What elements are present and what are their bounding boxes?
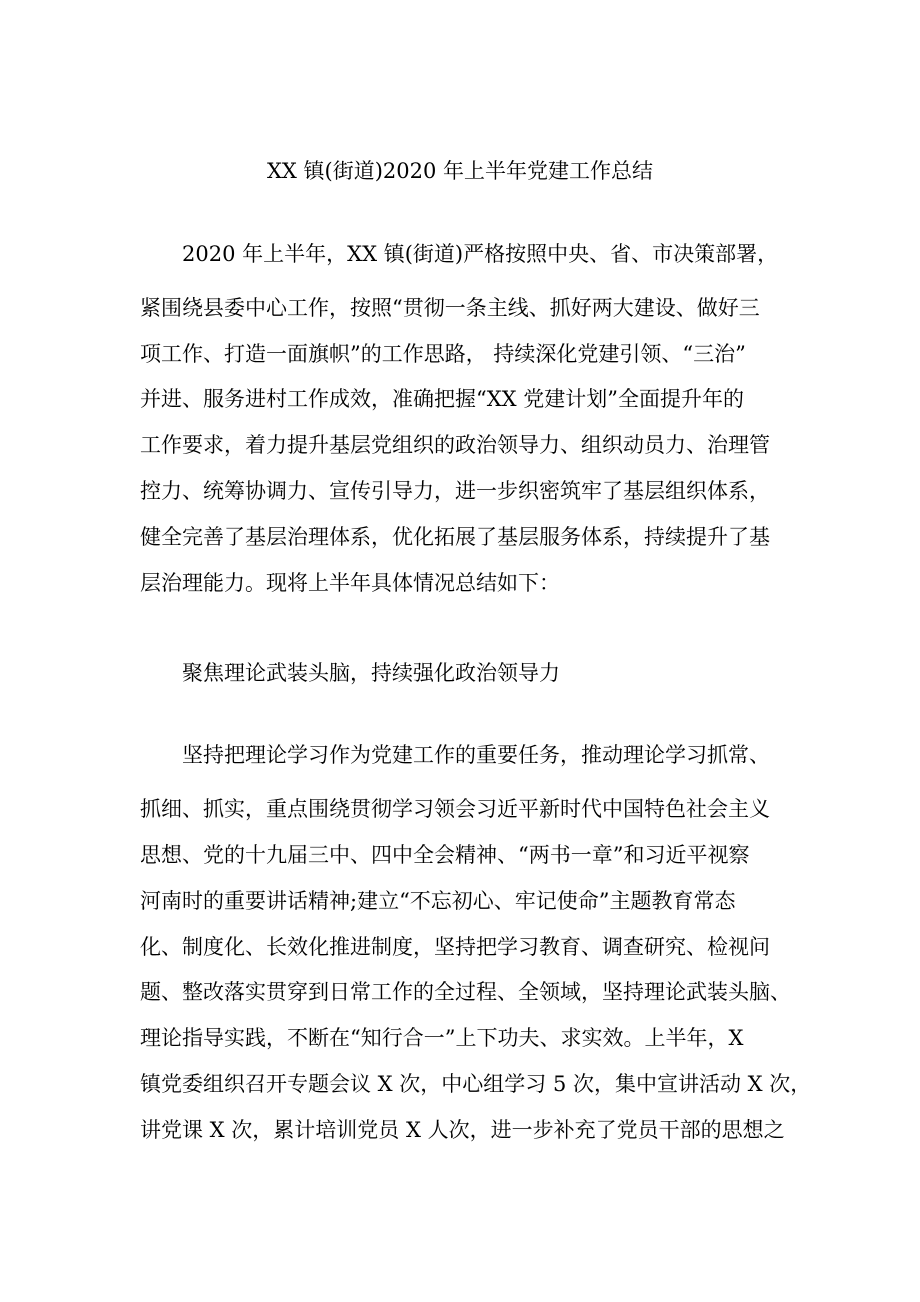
paragraph2-line: 理论指导实践，不断在“知行合一”上下功夫、求实效。上半年，X	[140, 1026, 744, 1050]
paragraph2-line: 河南时的重要讲话精神;建立“不忘初心、牢记使命”主题教育常态	[140, 889, 736, 913]
paragraph1-line: 并进、服务进村工作成效，准确把握“XX 党建计划”全面提升年的	[140, 387, 745, 411]
paragraph1-line: 控力、统筹协调力、宣传引导力，进一步织密筑牢了基层组织体系，	[140, 479, 770, 503]
paragraph2-line: 思想、党的十九届三中、四中全会精神、“两书一章”和习近平视察	[140, 843, 750, 867]
document-title: XX 镇(街道)2020 年上半年党建工作总结	[266, 159, 654, 183]
paragraph1-line: 层治理能力。现将上半年具体情况总结如下：	[140, 571, 560, 595]
section-heading: 聚焦理论武装头脑，持续强化政治领导力	[182, 661, 560, 685]
paragraph2-line: 化、制度化、长效化推进制度，坚持把学习教育、调查研究、检视问	[140, 935, 770, 959]
paragraph2-line: 抓细、抓实，重点围绕贯彻学习领会习近平新时代中国特色社会主义	[140, 797, 770, 821]
paragraph2-line: 题、整改落实贯穿到日常工作的全过程、全领域，坚持理论武装头脑、	[140, 980, 791, 1004]
paragraph2-line: 镇党委组织召开专题会议 X 次，中心组学习 5 次，集中宣讲活动 X 次，	[140, 1072, 812, 1096]
paragraph1-line: 紧围绕县委中心工作，按照“贯彻一条主线、抓好两大建设、做好三	[140, 296, 760, 320]
paragraph1-line: 健全完善了基层治理体系，优化拓展了基层服务体系，持续提升了基	[140, 525, 770, 549]
paragraph1-line: 2020 年上半年，XX 镇(街道)严格按照中央、省、市决策部署，	[182, 242, 779, 266]
paragraph2-line: 讲党课 X 次，累计培训党员 X 人次，进一步补充了党员干部的思想之	[140, 1118, 785, 1142]
paragraph1-line: 工作要求，着力提升基层党组织的政治领导力、组织动员力、治理管	[140, 433, 770, 457]
paragraph1-line: 项工作、打造一面旗帜”的工作思路， 持续深化党建引领、“三治”	[140, 342, 746, 366]
paragraph2-line: 坚持把理论学习作为党建工作的重要任务，推动理论学习抓常、	[182, 743, 770, 767]
